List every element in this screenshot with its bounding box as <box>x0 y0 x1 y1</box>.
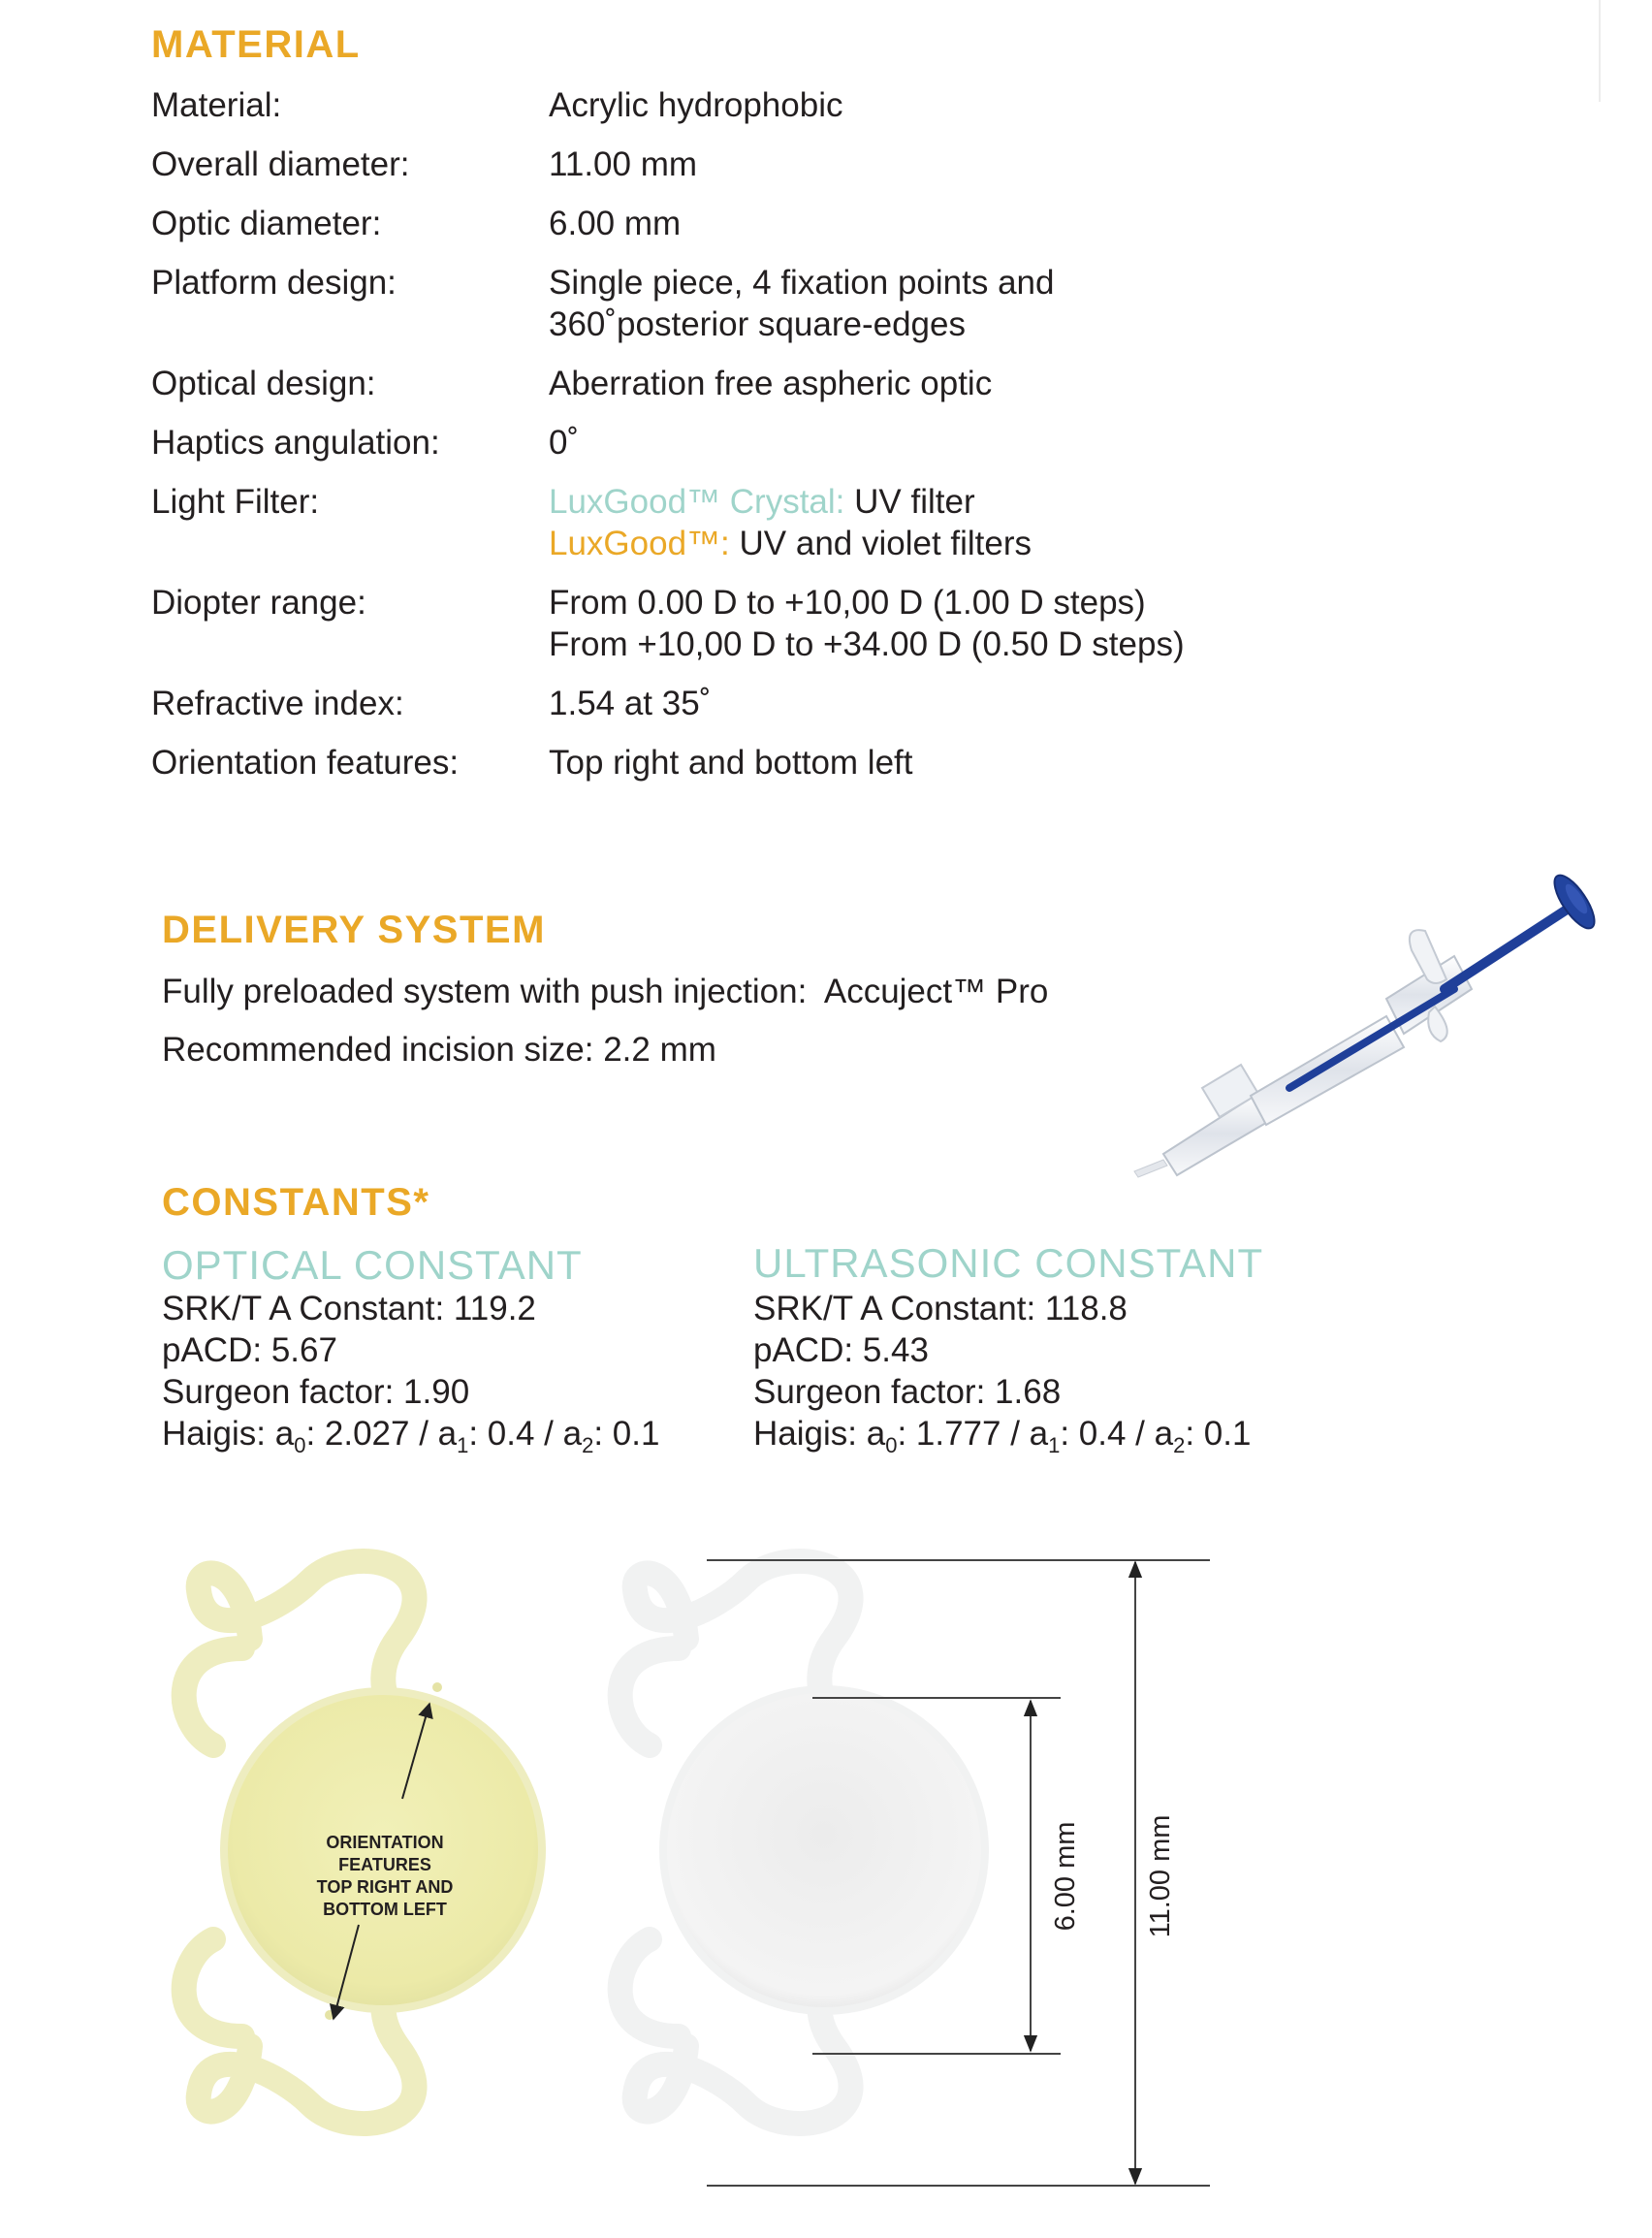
optical-pacd-line <box>162 1329 659 1371</box>
spec-value: 11.00 mm <box>549 145 698 183</box>
spec-value: 360˚posterior square-edges <box>549 305 966 343</box>
subscript: 2 <box>582 1433 594 1457</box>
orientation-label-line: TOP RIGHT AND <box>316 1877 454 1897</box>
delivery-label: Recommended incision size: <box>162 1031 594 1069</box>
orientation-label-line: FEATURES <box>338 1855 431 1874</box>
const-value: 5.43 <box>853 1331 929 1369</box>
spec-value <box>549 523 1032 564</box>
ultrasonic-srk-line <box>753 1288 1251 1329</box>
spec-value: Aberration free aspheric optic <box>549 365 993 402</box>
ultrasonic-pacd-line <box>753 1329 1251 1371</box>
delivery-label: Fully preloaded system with push injection: <box>162 973 808 1010</box>
product-name-luxgood: LuxGood™: <box>549 525 730 562</box>
subscript: 1 <box>457 1433 469 1457</box>
yellow-iol <box>184 1561 546 2124</box>
spec-value: 0˚ <box>549 424 580 462</box>
const-value: : 0.4 / a <box>1060 1415 1174 1453</box>
clear-iol <box>620 1561 989 2124</box>
subscript: 1 <box>1048 1433 1061 1457</box>
spec-label: Haptics angulation: <box>151 424 440 462</box>
constants-heading: CONSTANTS* <box>162 1181 430 1224</box>
const-label: SRK/T A Constant: <box>753 1290 1036 1327</box>
const-label: Surgeon factor: <box>162 1373 395 1411</box>
const-value: : 0.1 <box>593 1415 660 1453</box>
ultrasonic-constant-block <box>753 1288 1251 1466</box>
spec-label: Diopter range: <box>151 584 366 622</box>
injector-body <box>1134 930 1472 1177</box>
const-label: pACD: <box>753 1331 854 1369</box>
overall-dimension-label: 11.00 mm <box>1145 1814 1176 1938</box>
optical-constant-title: OPTICAL CONSTANT <box>162 1242 583 1288</box>
const-value: 1.68 <box>985 1373 1062 1411</box>
ultrasonic-constant-title: ULTRASONIC CONSTANT <box>753 1240 1264 1286</box>
ultrasonic-surgeon-factor-line <box>753 1371 1251 1413</box>
const-value: 119.2 <box>444 1290 536 1327</box>
spec-value: From 0.00 D to +10,00 D (1.00 D steps) <box>549 584 1146 622</box>
const-value: 118.8 <box>1035 1290 1128 1327</box>
const-symbol: a <box>856 1415 886 1453</box>
const-value: : 0.4 / a <box>468 1415 583 1453</box>
material-heading: MATERIAL <box>151 23 361 66</box>
optical-srk-line <box>162 1288 659 1329</box>
const-value: : 2.027 / a <box>305 1415 458 1453</box>
const-value: : 0.1 <box>1185 1415 1252 1453</box>
delivery-value: Accuject™ Pro <box>807 973 1049 1010</box>
spec-label: Material: <box>151 86 282 124</box>
orientation-mark-top <box>432 1682 442 1692</box>
spec-value: 1.54 at 35˚ <box>549 685 712 722</box>
spec-label: Optical design: <box>151 365 376 402</box>
spec-label: Optic diameter: <box>151 205 382 242</box>
injector-illustration <box>1096 834 1652 1183</box>
optical-haigis-line <box>162 1413 659 1466</box>
orientation-label-line: BOTTOM LEFT <box>323 1900 447 1919</box>
delivery-heading: DELIVERY SYSTEM <box>162 909 546 951</box>
filter-text: UV filter <box>844 483 975 521</box>
const-label: pACD: <box>162 1331 263 1369</box>
spec-label: Orientation features: <box>151 744 460 782</box>
spec-value <box>549 481 975 523</box>
spec-value: 6.00 mm <box>549 205 682 242</box>
spec-label: Platform design: <box>151 264 397 302</box>
subscript: 0 <box>885 1433 898 1457</box>
spec-label: Refractive index: <box>151 685 404 722</box>
delivery-line-injection <box>162 971 1048 1012</box>
filter-text: UV and violet filters <box>729 525 1032 562</box>
optical-surgeon-factor-line <box>162 1371 659 1413</box>
spec-value: Top right and bottom left <box>549 744 913 782</box>
spec-label: Overall diameter: <box>151 145 410 183</box>
spec-value: From +10,00 D to +34.00 D (0.50 D steps) <box>549 625 1185 663</box>
const-value: : 1.777 / a <box>897 1415 1049 1453</box>
product-name-crystal: LuxGood™ Crystal: <box>549 483 845 521</box>
const-symbol: a <box>265 1415 295 1453</box>
const-value: 1.90 <box>394 1373 470 1411</box>
optic-dimension-label: 6.00 mm <box>1050 1821 1081 1932</box>
const-label: SRK/T A Constant: <box>162 1290 445 1327</box>
optical-constant-block <box>162 1288 659 1466</box>
orientation-label-line: ORIENTATION <box>326 1833 444 1852</box>
ultrasonic-haigis-line <box>753 1413 1251 1466</box>
subscript: 0 <box>294 1433 306 1457</box>
delivery-line-incision <box>162 1029 716 1071</box>
spec-value: Single piece, 4 fixation points and <box>549 264 1055 302</box>
edge-rule <box>1599 0 1601 102</box>
spec-value: Acrylic hydrophobic <box>549 86 843 124</box>
spec-label: Light Filter: <box>151 483 320 521</box>
subscript: 2 <box>1173 1433 1186 1457</box>
delivery-value: 2.2 mm <box>593 1031 716 1069</box>
clear-optic <box>667 1693 981 2007</box>
const-label: Surgeon factor: <box>753 1373 986 1411</box>
lens-diagram <box>0 1532 1652 2238</box>
const-value: 5.67 <box>262 1331 337 1369</box>
const-label: Haigis: <box>162 1415 266 1453</box>
const-label: Haigis: <box>753 1415 857 1453</box>
